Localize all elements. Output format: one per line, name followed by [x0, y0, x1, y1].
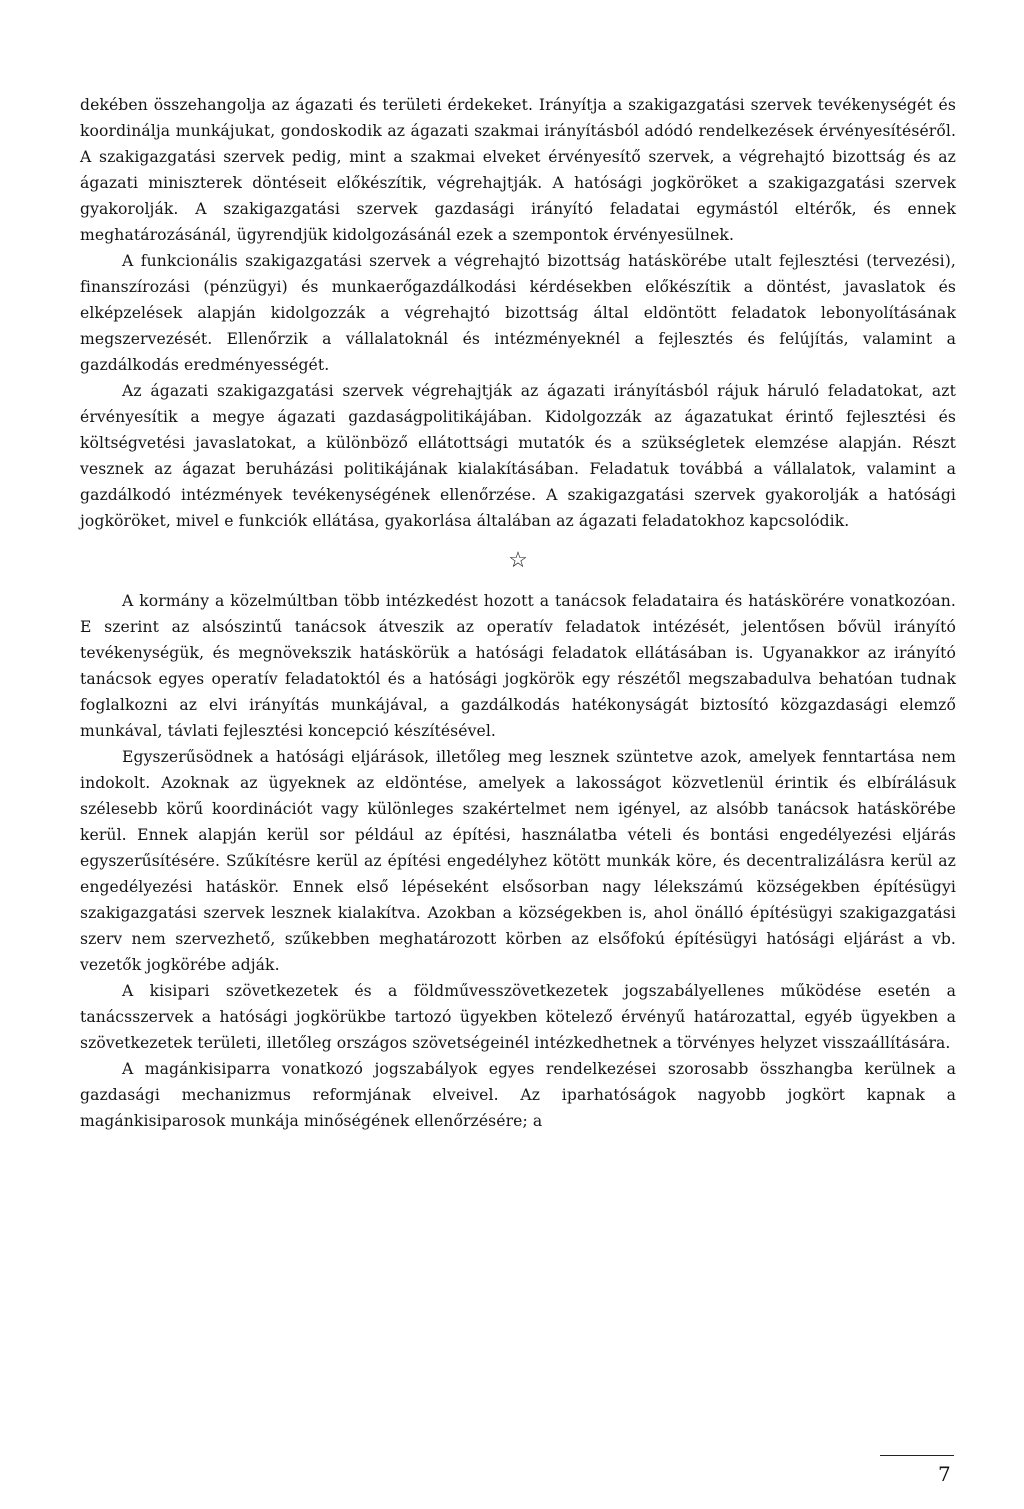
paragraph-1: dekében összehangolja az ágazati és területi érdekeket. Irányítja a szakigazgatási szervek tevékenységét és koordinálja munkájukat, gondoskodik az ágazati szakmai irányításból adódó rendelkezések érvényesítéséről. A szakigazgatási szervek pedig, mint a szakmai elveket érvényesítő szervek, a végrehajtó bizottság és az ágazati miniszterek döntéseit előkészítik, végrehajtják. A hatósági jogköröket a szakigazgatási szervek gyakorolják. A szakigazgatási szervek gazdasági irányító feladatai egymástól eltérők, és ennek meghatározásánál, ügyrendjük kidolgozásánál ezek a szempontok érvényesülnek. [80, 96, 956, 244]
page-body [80, 92, 956, 1134]
paragraph-3: Az ágazati szakigazgatási szervek végrehajtják az ágazati irányításból rájuk háruló feladatokat, azt érvényesítik a megye ágazati gazdaságpolitikájában. Kidolgozzák az ágazatukat érintő fejlesztési és költségvetési javaslatokat, a különböző ellátottsági mutatók és a szükségletek elemzése alapján. Részt vesznek az ágazat beruházási politikájának kialakításában. Feladatuk továbbá a vállalatok, valamint a gazdálkodó intézmények tevékenységének ellenőrzése. A szakigazgatási szervek gyakorolják a hatósági jogköröket, mivel e funkciók ellátása, gyakorlása általában az ágazati feladatokhoz kapcsolódik. [80, 382, 956, 530]
paragraph-5: Egyszerűsödnek a hatósági eljárások, illetőleg meg lesznek szüntetve azok, amelyek fenntartása nem indokolt. Azoknak az ügyeknek az eldöntése, amelyek a lakosságot közvetlenül érintik és elbírálásuk szélesebb körű koordinációt vagy különleges szakértelmet nem igényel, az alsóbb tanácsok hatáskörébe kerül. Ennek alapján kerül sor például az építési, használatba vételi és bontási engedélyezési eljárás egyszerűsítésére. Szűkítésre kerül az építési engedélyhez kötött munkák köre, és decentralizálásra kerül az engedélyezési hatáskör. Ennek első lépéseként elsősorban nagy lélekszámú községekben építésügyi szakigazgatási szervek lesznek kialakítva. Azokban a községekben is, ahol önálló építésügyi szakigazgatási szerv nem szervezhető, szűkebben meghatározott körben az elsőfokú építésügyi hatósági eljárást a vb. vezetők jogkörébe adják. [80, 748, 956, 974]
page-number: 7 [938, 1462, 951, 1486]
paragraph-7: A magánkisiparra vonatkozó jogszabályok egyes rendelkezései szorosabb összhangba kerülnek a gazdasági mechanizmus reformjának elveivel. Az iparhatóságok nagyobb jogkört kapnak a magánkisiparosok munkája minőségének ellenőrzésére; a [80, 1060, 956, 1130]
paragraph-6: A kisipari szövetkezetek és a földművesszövetkezetek jogszabályellenes működése esetén a tanácsszervek a hatósági jogkörükbe tartozó ügyekben kötelező érvényű határozattal, egyéb ügyekben a szövetkezetek területi, illetőleg országos szövetségeinél intézkedhetnek a törvényes helyzet visszaállítására. [80, 982, 956, 1052]
footer-rule [880, 1455, 954, 1456]
star-separator-icon: ☆ [508, 548, 528, 573]
paragraph-4: A kormány a közelmúltban több intézkedést hozott a tanácsok feladataira és hatáskörére vonatkozóan. E szerint az alsószintű tanácsok átveszik az operatív feladatok intézését, jelentősen bővül irányító tevékenységük, és megnövekszik hatáskörük a hatósági feladatok ellátásában is. Ugyanakkor az irányító tanácsok egyes operatív feladatoktól és a hatósági jogkörök egy részétől megszabadulva behatóan tudnak foglalkozni az elvi irányítás munkájával, a gazdálkodás hatékonyságát biztosító közgazdasági elemző munkával, távlati fejlesztési koncepció készítésével. [80, 592, 956, 740]
paragraph-2: A funkcionális szakigazgatási szervek a végrehajtó bizottság hatáskörébe utalt fejlesztési (tervezési), finanszírozási (pénzügyi) és munkaerőgazdálkodási kérdésekben előkészítik a döntést, javaslatok és elképzelések alapján kidolgozzák a végrehajtó bizottság által eldöntött feladatok lebonyolításának megszervezését. Ellenőrzik a vállalatoknál és intézményeknél a fejlesztés és felújítás, valamint a gazdálkodás eredményességét. [80, 252, 956, 374]
